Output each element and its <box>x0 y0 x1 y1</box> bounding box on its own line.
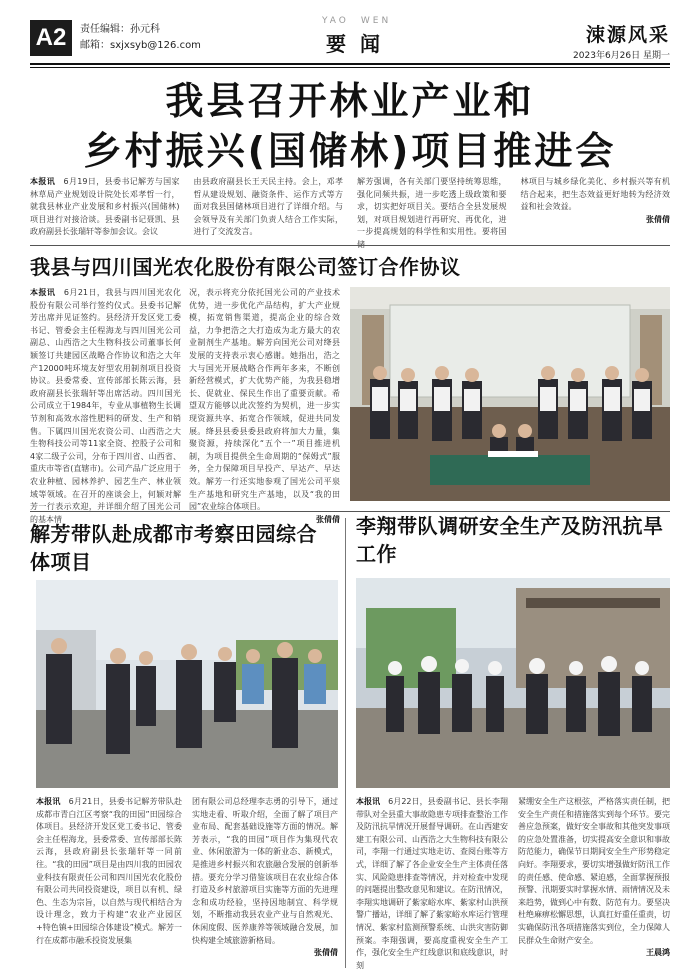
masthead <box>30 14 670 70</box>
section-title: 要闻 <box>326 32 394 56</box>
field-visit-photo <box>36 580 338 788</box>
article4-byline: 本报讯 <box>356 797 381 806</box>
lead-column-4 <box>521 176 671 234</box>
masthead-rule <box>30 63 670 65</box>
lead-headline-line2: 乡村振兴(国储林)项目推进会 <box>83 129 617 173</box>
article2-author: 张倩倩 <box>316 514 340 524</box>
article3-byline: 本报讯 <box>36 797 61 806</box>
page-number: A2 <box>30 20 72 56</box>
section-divider <box>30 245 670 246</box>
editor-info <box>80 22 201 54</box>
lead-column-3 <box>357 176 507 237</box>
inspection-photo <box>356 578 670 788</box>
article3-text-1: 6月21日，县委书记解芳带队赴成都市青白江区考察“我的田园”田园综合体项目。县经济开发区党工委书记、管委会主任程海龙，县委常委、宣传部部长陈云海，县政府副县长张瑞轩等一同前往。“我的田园”项目是由四川我的田园农业科技有限责任公司和四川国光农化股份有限公司共同投资建设，项目以有机、绿色、生态为宗旨，以自然与现代相结合为设计理念，致力于构建“农业产业园区+特色镇+田园综合体建设”模式。解芳一行在成都市融禾投资发展集 <box>36 797 183 945</box>
article3-column-2 <box>192 796 338 968</box>
byline: 本报讯 <box>30 177 56 186</box>
article3-text-2: 团有限公司总经理李志勇的引导下，通过实地走看、听取介绍，全面了解了项目产业布局、配套基础设施等方面的情况。解芳表示，“我的田园”项目作为集现代农业、休闲旅游为一体的新业态、新模式，是推进乡村振兴和农旅融合发展的创新举措。要充分学习借鉴该项目在农业综合体打造及乡村旅游项目实施等方面的先进理念和成功经验，坚持因地制宜、科学规划，不断推动我县农业产业与自然观光、休闲度假、医养康养等领域融合发展，加快构建全域旅游新格局。 <box>192 797 338 945</box>
article2-body <box>30 287 340 524</box>
section-pinyin <box>316 16 397 26</box>
lead-text-2: 由县政府副县长王天民主持。会上，邓孝哲从建设规划、融资条件、运作方式等方面对我县国储林项目进行了详细介绍。与会领导及有关部门负责人结合工作实际，进行了交流发言。 <box>193 177 343 237</box>
lead-author: 张倩倩 <box>646 214 670 224</box>
section-pinyin-2: WEN <box>360 16 392 26</box>
lead-column-2 <box>193 176 344 237</box>
article4-column-2 <box>518 796 670 968</box>
article4-column-1 <box>356 796 508 968</box>
masthead-rule-thin <box>30 67 670 68</box>
article3-column-1 <box>36 796 182 968</box>
lead-body <box>30 176 670 237</box>
article4-headline: 李翔带队调研安全生产及防汛抗旱工作 <box>356 514 664 566</box>
email-line: 邮箱：sxjxsyb@126.com <box>80 40 201 51</box>
article3-headline: 解芳带队赴成都市考察田园综合体项目 <box>30 522 317 574</box>
article4-body <box>356 796 670 968</box>
article2-byline: 本报讯 <box>30 288 56 297</box>
article2-text-2: 况，表示将充分依托国光公司的产业技术优势，进一步优化产品结构，扩大产业规模，拓宽销售渠道，提高企业的综合效益，力争把浩之大打造成为北方最大的农业制剂生产基地。解芳向国光公司对绛县发展的支持表示衷心感谢。她指出，浩之大与国光开展战略合作两年多来，不断创新经营模式，扩大优势产能，为我县稳增长、促就业、保民生作出了重要贡献。希望双方能够以此次签约为契机，进一步实现资源共享、拓宽合作领域，促进共同发展。绛县县委县委县政府将加大力量，集聚资源，持续深化“五个一”项目推进机制，为项目提供全生命周期的“保姆式”服务，全力保障项目早投产、早达产、早达效。解芳一行还实地参观了国光公司平泉生产基地和研究生产基地，以及“我的田园”农业综合体项目。 <box>189 288 340 512</box>
lead-text-4: 林项目与城乡绿化美化、乡村振兴等有机结合起来，把生态效益更好地转为经济效益和社会效益。 <box>520 177 670 212</box>
article2-headline: 我县与四川国光农化股份有限公司签订合作协议 <box>30 255 461 279</box>
lead-headline-line1: 我县召开林业产业和 <box>165 79 535 123</box>
paper-name: 涑源风采 <box>585 24 670 46</box>
editor-line: 责任编辑：孙元科 <box>80 24 160 35</box>
article3-body <box>36 796 338 968</box>
signing-ceremony-photo <box>350 287 670 501</box>
article2-column-1 <box>30 287 182 524</box>
article2-column-2 <box>189 287 340 524</box>
lead-headline <box>30 76 670 176</box>
lead-text-1: 6月19日，县委书记解芳与国家林草局产业规划设计院处长邓孝哲一行，就我县林业产业发展和乡村振兴(国储林)项目进行对接洽谈。县委副书记聂凯、县政府副县长张瑞轩等参加会议。会议 <box>30 177 180 237</box>
article4-text-1: 6月22日，县委副书记、县长李翔带队对全县重大事故隐患专项排查整治工作及防汛抗旱情况开展督导调研。在山西建安建工有限公司、山西浩之大生物科技有限公司，李翔一行通过实地走访、查阅台账等方式，详细了解了各企业安全生产主体责任落实、风险隐患排查等情况，并对检查中发现的问题提出整改意见和建议。在防汛情况，李翔实地调研了紫家峪水库、紫家村山洪预警广播站，详细了解了紫家峪水库运行管理情况、紫家村监测预警系统、山洪灾害防御预案。李翔强调，要高度重视安全生产工作，强化安全生产红线意识和底线意识，时刻 <box>356 797 508 970</box>
article4-text-2: 紧绷安全生产这根弦，严格落实责任制，把安全生产责任和措施落实到每个环节。要完善应急预案，做好安全事故和其他突发事项的应急处置准备，切实提高安全意识和事故防范能力，确保节日期间安全生产形势稳定向好。李翔要求，要切实增强做好防汛工作的责任感、使命感、紧迫感，全面掌握预报预警、汛期要实时掌握水情、雨情情况及未来趋势，做到心中有数、防范有力。要坚决杜绝麻痹松懈思想，认真扛好重任重责，切实确保防汛各项措施落实到位，全力保障人民群众生命财产安全。 <box>518 797 670 945</box>
lead-text-3: 解芳强调，各有关部门要坚持统筹思维，强化同频共振，进一步吃透上级政策和要求，切实把好项目关。要结合全县发展规划，对项目规划进行再研究、再优化，进一步提高规划的科学性和实用性。要将国 <box>357 177 507 237</box>
article2-text-1: 6月21日，我县与四川国光农化股份有限公司举行签约仪式。县委书记解芳出席并见证签约。县经济开发区党工委书记、管委会主任程海龙与四川国光公司副总、山西浩之大生物科技公司董事长何颖签订共建园区战略合作协议和浩之大年产12000吨环境友好型农用制剂项目投资协议。县委常委、宣传部部长陈云海，县政府副县长张瑞轩等出席活动。四川国光公司成立于1984年，专业从事植物生长调节剂和高效水溶性肥料的研发、生产和销售。下属四川国光农资公司、山西浩之大生物科技公司等11家全资、控股子公司和4家二级子公司，分布于四川省、山西省、重庆市等省(直辖市)。公司产品广泛应用于农业种植、园林养护、园艺生产、林业领域等领域。在召开的座谈会上，何颖对解芳一行表示欢迎，并详细介绍了国光公司的基本情 <box>30 288 182 524</box>
column-divider <box>345 518 346 968</box>
section-pinyin-1: YAO <box>322 16 349 26</box>
issue-date: 2023年6月26日 星期一 <box>573 51 670 61</box>
article3-author: 张倩倩 <box>314 948 338 958</box>
article4-author: 王晨鸿 <box>646 948 670 958</box>
lead-column-1 <box>30 176 180 237</box>
